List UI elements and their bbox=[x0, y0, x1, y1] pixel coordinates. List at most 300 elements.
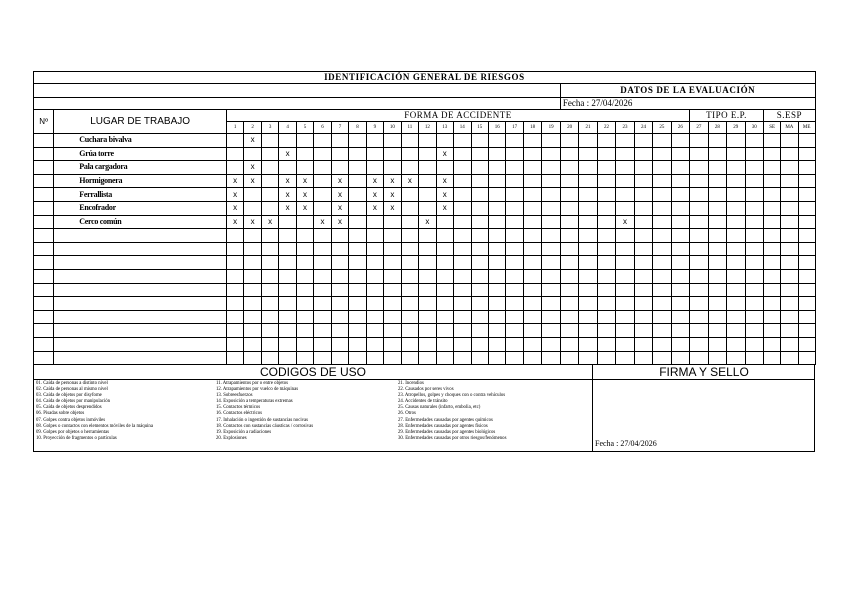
risk-mark-cell: x bbox=[296, 174, 313, 188]
risk-mark-cell: x bbox=[366, 201, 383, 215]
code-item: 20. Explosiones bbox=[216, 435, 247, 441]
risk-mark-cell bbox=[542, 174, 560, 188]
risk-mark-cell bbox=[366, 337, 383, 351]
column-number: 1 bbox=[226, 122, 243, 134]
row-number-cell bbox=[34, 242, 54, 256]
column-number: 2 bbox=[244, 122, 261, 134]
risk-mark-cell bbox=[579, 310, 597, 324]
risk-mark-cell bbox=[745, 229, 763, 243]
risk-mark-cell bbox=[296, 242, 313, 256]
code-item: 22. Causados por seres vivos bbox=[398, 387, 454, 393]
risk-mark-cell bbox=[708, 147, 726, 161]
risk-mark-cell bbox=[634, 229, 652, 243]
risk-mark-cell bbox=[454, 188, 471, 202]
risk-mark-cell bbox=[727, 256, 745, 270]
risk-mark-cell bbox=[764, 310, 781, 324]
risk-mark-cell bbox=[506, 188, 523, 202]
risk-mark-cell bbox=[261, 229, 278, 243]
risk-mark-cell bbox=[261, 310, 278, 324]
risk-mark-cell bbox=[488, 256, 505, 270]
risk-mark-cell bbox=[419, 269, 436, 283]
risk-mark-cell bbox=[523, 324, 541, 338]
risk-mark-cell bbox=[401, 229, 418, 243]
risk-mark-cell bbox=[331, 310, 348, 324]
risk-mark-cell bbox=[261, 161, 278, 175]
risk-mark-cell bbox=[708, 324, 726, 338]
risk-mark-cell bbox=[708, 337, 726, 351]
workplace-cell: Hormigonera bbox=[54, 174, 227, 188]
risk-mark-cell bbox=[279, 256, 296, 270]
risk-mark-cell bbox=[506, 134, 523, 148]
risk-mark-cell bbox=[781, 337, 798, 351]
risk-mark-cell bbox=[506, 337, 523, 351]
risk-mark-cell bbox=[727, 269, 745, 283]
risk-mark-cell bbox=[226, 134, 243, 148]
risk-mark-cell bbox=[781, 324, 798, 338]
risk-mark-cell bbox=[401, 188, 418, 202]
risk-mark-cell bbox=[401, 134, 418, 148]
risk-mark-cell bbox=[781, 215, 798, 229]
risk-mark-cell bbox=[616, 310, 634, 324]
risk-mark-cell bbox=[349, 147, 366, 161]
risk-mark-cell bbox=[419, 310, 436, 324]
risk-mark-cell bbox=[690, 310, 708, 324]
risk-mark-cell bbox=[597, 201, 615, 215]
risk-mark-cell bbox=[436, 269, 453, 283]
risk-mark-cell bbox=[506, 269, 523, 283]
risk-mark-cell bbox=[226, 229, 243, 243]
risk-mark-cell: x bbox=[314, 215, 331, 229]
risk-mark-cell: x bbox=[244, 134, 261, 148]
risk-mark-cell bbox=[727, 337, 745, 351]
risk-mark-cell bbox=[523, 134, 541, 148]
risk-mark-cell bbox=[454, 215, 471, 229]
row-number-cell bbox=[34, 215, 54, 229]
risk-mark-cell bbox=[331, 337, 348, 351]
table-row bbox=[34, 174, 816, 188]
risk-mark-cell bbox=[745, 147, 763, 161]
risk-mark-cell bbox=[764, 337, 781, 351]
risk-mark-cell bbox=[634, 174, 652, 188]
risk-mark-cell bbox=[745, 174, 763, 188]
risk-mark-cell bbox=[244, 297, 261, 311]
risk-mark-cell bbox=[764, 134, 781, 148]
risk-mark-cell: x bbox=[261, 215, 278, 229]
workplace-cell bbox=[54, 297, 227, 311]
risk-mark-cell: x bbox=[419, 215, 436, 229]
risk-mark-cell bbox=[279, 324, 296, 338]
risk-mark-cell bbox=[314, 269, 331, 283]
code-item: 06. Pisadas sobre objetos bbox=[36, 411, 85, 417]
column-number: MA bbox=[781, 122, 798, 134]
risk-mark-cell bbox=[690, 351, 708, 365]
risk-mark-cell bbox=[401, 283, 418, 297]
risk-mark-cell bbox=[727, 283, 745, 297]
column-number: 18 bbox=[523, 122, 541, 134]
column-number: 7 bbox=[331, 122, 348, 134]
risk-mark-cell bbox=[436, 215, 453, 229]
risk-mark-cell: x bbox=[331, 201, 348, 215]
risk-mark-cell bbox=[349, 201, 366, 215]
column-number: SE bbox=[764, 122, 781, 134]
risk-mark-cell bbox=[279, 269, 296, 283]
row-number-cell bbox=[34, 256, 54, 270]
risk-mark-cell bbox=[349, 269, 366, 283]
risk-mark-cell bbox=[454, 256, 471, 270]
risk-mark-cell bbox=[454, 310, 471, 324]
risk-mark-cell bbox=[708, 215, 726, 229]
risk-mark-cell bbox=[349, 351, 366, 365]
risk-mark-cell bbox=[279, 229, 296, 243]
risk-mark-cell bbox=[244, 242, 261, 256]
risk-mark-cell bbox=[708, 269, 726, 283]
risk-mark-cell bbox=[454, 134, 471, 148]
risk-mark-cell bbox=[727, 161, 745, 175]
risk-mark-cell bbox=[781, 174, 798, 188]
risk-mark-cell bbox=[401, 201, 418, 215]
column-number: 8 bbox=[349, 122, 366, 134]
row-number-cell bbox=[34, 337, 54, 351]
risk-mark-cell bbox=[244, 337, 261, 351]
risk-mark-cell bbox=[314, 297, 331, 311]
risk-mark-cell bbox=[597, 310, 615, 324]
risk-mark-cell bbox=[542, 242, 560, 256]
risk-mark-cell bbox=[579, 337, 597, 351]
risk-mark-cell bbox=[261, 256, 278, 270]
risk-mark-cell bbox=[560, 269, 578, 283]
column-number: 11 bbox=[401, 122, 418, 134]
risk-mark-cell bbox=[616, 324, 634, 338]
risk-mark-cell bbox=[366, 215, 383, 229]
sesp-header: S.ESP bbox=[764, 110, 816, 122]
code-item: 04. Caída de objetos por manipulación bbox=[36, 399, 111, 405]
risk-mark-cell bbox=[542, 134, 560, 148]
risk-mark-cell bbox=[745, 215, 763, 229]
table-row bbox=[34, 337, 816, 351]
table-row bbox=[34, 215, 816, 229]
risk-mark-cell bbox=[597, 351, 615, 365]
risk-mark-cell bbox=[560, 242, 578, 256]
risk-mark-cell bbox=[781, 161, 798, 175]
code-item: 15. Contactos térmicos bbox=[216, 405, 261, 411]
risk-mark-cell bbox=[244, 229, 261, 243]
risk-mark-cell bbox=[314, 324, 331, 338]
risk-mark-cell bbox=[523, 256, 541, 270]
risk-mark-cell bbox=[727, 147, 745, 161]
risk-mark-cell bbox=[764, 242, 781, 256]
risk-mark-cell bbox=[506, 229, 523, 243]
risk-mark-cell bbox=[436, 351, 453, 365]
risk-mark-cell bbox=[560, 134, 578, 148]
risk-mark-cell bbox=[331, 242, 348, 256]
column-number: 17 bbox=[506, 122, 523, 134]
risk-mark-cell: x bbox=[226, 201, 243, 215]
risk-mark-cell bbox=[579, 134, 597, 148]
risk-mark-cell bbox=[523, 201, 541, 215]
risk-mark-cell bbox=[471, 269, 488, 283]
risk-mark-cell: x bbox=[331, 188, 348, 202]
risk-mark-cell bbox=[419, 337, 436, 351]
risk-mark-cell bbox=[488, 201, 505, 215]
code-item: 29. Enfermedades causadas por agentes biológicos bbox=[398, 429, 496, 435]
risk-mark-cell bbox=[523, 215, 541, 229]
risk-mark-cell bbox=[419, 161, 436, 175]
risk-mark-cell bbox=[349, 215, 366, 229]
risk-mark-cell bbox=[579, 256, 597, 270]
risk-mark-cell bbox=[226, 297, 243, 311]
table-row bbox=[34, 201, 816, 215]
risk-mark-cell bbox=[419, 229, 436, 243]
risk-mark-cell bbox=[261, 147, 278, 161]
code-item: 09. Golpes por objetos o herramientas bbox=[36, 429, 110, 435]
risk-mark-cell bbox=[244, 201, 261, 215]
risk-mark-cell bbox=[419, 324, 436, 338]
risk-mark-cell bbox=[708, 310, 726, 324]
workplace-cell: Pala cargadora bbox=[54, 161, 227, 175]
code-item: 11. Atrapamientos por o entre objetos bbox=[216, 381, 289, 386]
risk-mark-cell bbox=[454, 337, 471, 351]
risk-mark-cell bbox=[488, 161, 505, 175]
risk-sheet bbox=[33, 71, 815, 365]
risk-mark-cell bbox=[314, 201, 331, 215]
risk-mark-cell bbox=[579, 174, 597, 188]
risk-mark-cell bbox=[436, 297, 453, 311]
risk-mark-cell bbox=[616, 297, 634, 311]
risk-mark-cell bbox=[764, 201, 781, 215]
risk-mark-cell bbox=[331, 229, 348, 243]
risk-mark-cell bbox=[653, 269, 671, 283]
risk-mark-cell bbox=[384, 161, 401, 175]
risk-mark-cell bbox=[653, 201, 671, 215]
risk-mark-cell bbox=[488, 283, 505, 297]
workplace-header: LUGAR DE TRABAJO bbox=[54, 110, 227, 134]
risk-mark-cell bbox=[523, 337, 541, 351]
risk-mark-cell bbox=[296, 147, 313, 161]
risk-mark-cell bbox=[471, 324, 488, 338]
risk-mark-cell bbox=[454, 351, 471, 365]
risk-mark-cell bbox=[745, 201, 763, 215]
risk-mark-cell bbox=[314, 134, 331, 148]
risk-mark-cell bbox=[542, 324, 560, 338]
risk-mark-cell bbox=[314, 337, 331, 351]
code-item: 02. Caída de personas al mismo nivel bbox=[36, 387, 108, 393]
risk-mark-cell bbox=[634, 147, 652, 161]
risk-mark-cell bbox=[764, 188, 781, 202]
risk-mark-cell bbox=[671, 215, 689, 229]
risk-mark-cell bbox=[634, 283, 652, 297]
risk-mark-cell bbox=[314, 174, 331, 188]
ep-type-header: TIPO E.P. bbox=[690, 110, 764, 122]
risk-mark-cell bbox=[560, 147, 578, 161]
risk-mark-cell bbox=[745, 297, 763, 311]
risk-mark-cell: x bbox=[366, 188, 383, 202]
risk-mark-cell: x bbox=[384, 188, 401, 202]
risk-mark-cell bbox=[261, 242, 278, 256]
column-number: 19 bbox=[542, 122, 560, 134]
risk-mark-cell bbox=[471, 134, 488, 148]
risk-mark-cell bbox=[560, 215, 578, 229]
workplace-cell bbox=[54, 242, 227, 256]
column-number: 16 bbox=[488, 122, 505, 134]
risk-mark-cell bbox=[296, 161, 313, 175]
risk-mark-cell bbox=[419, 283, 436, 297]
risk-mark-cell bbox=[349, 283, 366, 297]
risk-mark-cell bbox=[488, 215, 505, 229]
risk-mark-cell bbox=[690, 174, 708, 188]
workplace-cell bbox=[54, 283, 227, 297]
risk-mark-cell bbox=[597, 242, 615, 256]
risk-mark-cell bbox=[506, 256, 523, 270]
risk-mark-cell bbox=[226, 161, 243, 175]
risk-mark-cell bbox=[616, 269, 634, 283]
risk-mark-cell bbox=[384, 147, 401, 161]
risk-mark-cell bbox=[634, 297, 652, 311]
risk-mark-cell bbox=[366, 161, 383, 175]
risk-mark-cell bbox=[745, 242, 763, 256]
risk-mark-cell bbox=[436, 242, 453, 256]
risk-mark-cell bbox=[471, 242, 488, 256]
risk-mark-cell bbox=[634, 201, 652, 215]
risk-mark-cell bbox=[708, 188, 726, 202]
risk-mark-cell bbox=[471, 215, 488, 229]
risk-mark-cell bbox=[471, 201, 488, 215]
risk-mark-cell bbox=[690, 134, 708, 148]
workplace-cell: Encofrador bbox=[54, 201, 227, 215]
risk-mark-cell bbox=[314, 188, 331, 202]
risk-mark-cell bbox=[764, 269, 781, 283]
risk-mark-cell bbox=[579, 324, 597, 338]
risk-mark-cell: x bbox=[401, 174, 418, 188]
table-row bbox=[34, 256, 816, 270]
risk-mark-cell bbox=[436, 256, 453, 270]
risk-mark-cell bbox=[542, 147, 560, 161]
risk-mark-cell bbox=[471, 256, 488, 270]
risk-mark-cell bbox=[279, 215, 296, 229]
risk-mark-cell bbox=[597, 256, 615, 270]
risk-mark-cell: x bbox=[331, 174, 348, 188]
risk-mark-cell bbox=[314, 310, 331, 324]
risk-mark-cell bbox=[708, 283, 726, 297]
table-row bbox=[34, 351, 816, 365]
risk-mark-cell bbox=[279, 351, 296, 365]
risk-mark-cell bbox=[781, 297, 798, 311]
risk-mark-cell bbox=[708, 229, 726, 243]
risk-mark-cell bbox=[727, 201, 745, 215]
risk-mark-cell bbox=[244, 188, 261, 202]
risk-mark-cell bbox=[331, 351, 348, 365]
risk-mark-cell bbox=[542, 337, 560, 351]
accident-form-header: FORMA DE ACCIDENTE bbox=[226, 110, 689, 122]
risk-mark-cell bbox=[597, 297, 615, 311]
workplace-cell: Ferrallista bbox=[54, 188, 227, 202]
code-item: 13. Sobreesfuerzos bbox=[216, 393, 253, 399]
risk-mark-cell bbox=[579, 229, 597, 243]
risk-mark-cell bbox=[261, 201, 278, 215]
risk-mark-cell bbox=[727, 215, 745, 229]
workplace-cell bbox=[54, 351, 227, 365]
risk-mark-cell bbox=[471, 174, 488, 188]
risk-mark-cell bbox=[436, 229, 453, 243]
risk-mark-cell bbox=[745, 188, 763, 202]
risk-mark-cell bbox=[226, 269, 243, 283]
risk-mark-cell bbox=[616, 242, 634, 256]
row-number-cell bbox=[34, 147, 54, 161]
risk-mark-cell bbox=[366, 351, 383, 365]
risk-mark-cell bbox=[488, 134, 505, 148]
risk-mark-cell bbox=[226, 256, 243, 270]
risk-mark-cell bbox=[542, 215, 560, 229]
risk-mark-cell bbox=[653, 310, 671, 324]
risk-mark-cell bbox=[454, 242, 471, 256]
table-row bbox=[34, 324, 816, 338]
risk-mark-cell bbox=[506, 351, 523, 365]
column-number: 22 bbox=[597, 122, 615, 134]
risk-mark-cell bbox=[542, 351, 560, 365]
risk-mark-cell bbox=[781, 351, 798, 365]
risk-mark-cell: x bbox=[226, 174, 243, 188]
risk-mark-cell bbox=[597, 229, 615, 243]
risk-mark-cell bbox=[419, 201, 436, 215]
risk-mark-cell bbox=[349, 229, 366, 243]
risk-mark-cell bbox=[560, 188, 578, 202]
column-number: 24 bbox=[634, 122, 652, 134]
risk-mark-cell bbox=[261, 297, 278, 311]
risk-mark-cell bbox=[671, 297, 689, 311]
risk-mark-cell bbox=[781, 147, 798, 161]
risk-mark-cell bbox=[244, 283, 261, 297]
risk-mark-cell bbox=[471, 351, 488, 365]
column-number: 13 bbox=[436, 122, 453, 134]
column-number: 29 bbox=[727, 122, 745, 134]
risk-mark-cell bbox=[764, 351, 781, 365]
risk-mark-cell bbox=[349, 324, 366, 338]
risk-mark-cell bbox=[366, 147, 383, 161]
risk-mark-cell bbox=[708, 297, 726, 311]
risk-mark-cell bbox=[653, 229, 671, 243]
risk-mark-cell bbox=[671, 256, 689, 270]
risk-mark-cell bbox=[488, 229, 505, 243]
risk-mark-cell bbox=[560, 324, 578, 338]
risk-mark-cell bbox=[279, 297, 296, 311]
code-item: 27. Enfermedades causadas por agentes químicos bbox=[398, 417, 493, 423]
risk-mark-cell bbox=[471, 229, 488, 243]
risk-mark-cell bbox=[454, 269, 471, 283]
row-number-cell bbox=[34, 161, 54, 175]
workplace-cell: Cerco común bbox=[54, 215, 227, 229]
column-number: 15 bbox=[471, 122, 488, 134]
risk-mark-cell bbox=[506, 147, 523, 161]
risk-mark-cell bbox=[331, 161, 348, 175]
risk-mark-cell bbox=[764, 283, 781, 297]
risk-mark-cell bbox=[279, 283, 296, 297]
risk-mark-cell bbox=[597, 174, 615, 188]
risk-mark-cell bbox=[471, 283, 488, 297]
risk-mark-cell bbox=[506, 283, 523, 297]
column-number: 10 bbox=[384, 122, 401, 134]
code-item: 21. Incendios bbox=[398, 381, 424, 386]
risk-mark-cell bbox=[781, 256, 798, 270]
risk-mark-cell bbox=[488, 188, 505, 202]
risk-mark-cell bbox=[401, 147, 418, 161]
risk-mark-cell bbox=[419, 147, 436, 161]
risk-mark-cell bbox=[560, 256, 578, 270]
table-row bbox=[34, 242, 816, 256]
risk-mark-cell bbox=[419, 256, 436, 270]
risk-mark-cell bbox=[436, 134, 453, 148]
risk-mark-cell bbox=[366, 242, 383, 256]
risk-mark-cell bbox=[542, 188, 560, 202]
risk-mark-cell bbox=[296, 324, 313, 338]
